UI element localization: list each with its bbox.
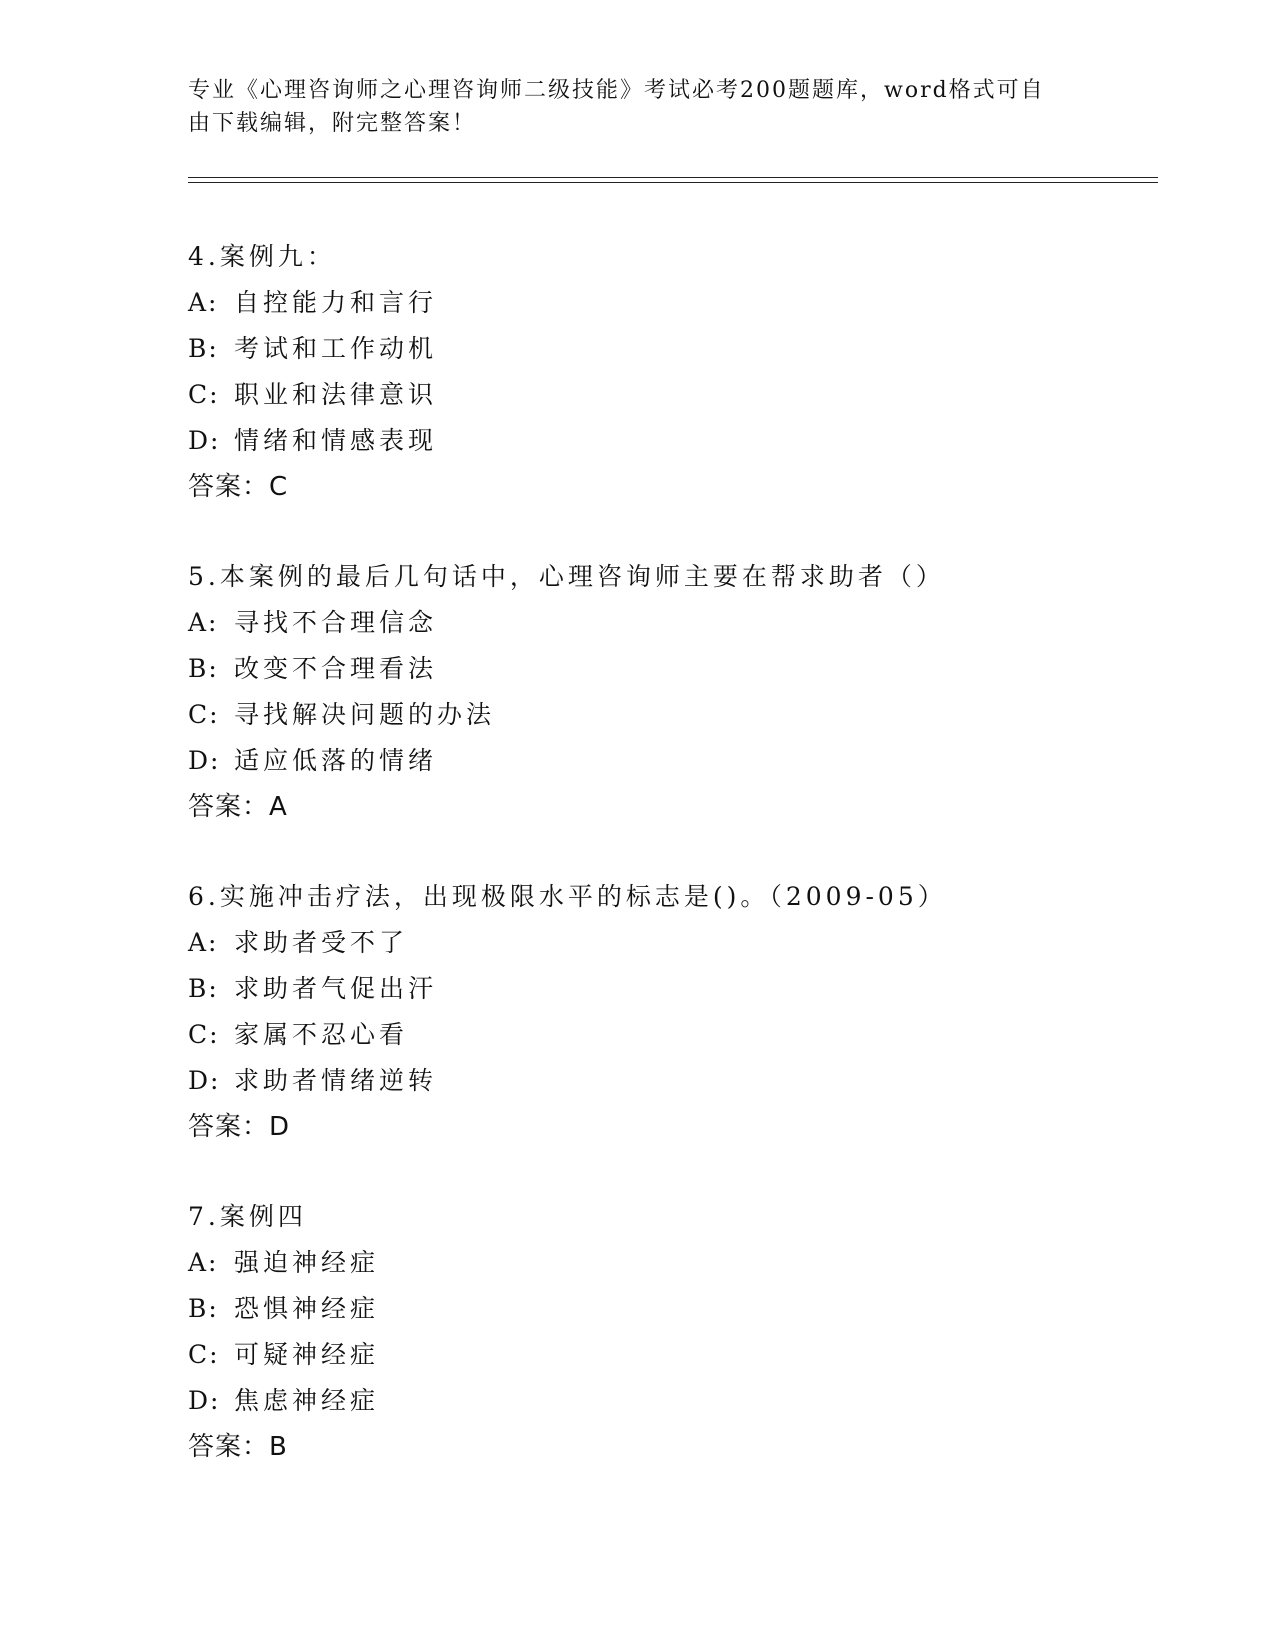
- option-text: 职业和法律意识: [234, 380, 438, 409]
- option-b: [188, 966, 1138, 1012]
- option-a: [188, 920, 1138, 966]
- option-text: 情绪和情感表现: [234, 426, 438, 455]
- answer-line: 答案：C: [188, 472, 289, 502]
- option-text: 求助者情绪逆转: [234, 1066, 438, 1095]
- option-b: [188, 326, 1138, 372]
- option-text: 强迫神经症: [234, 1248, 380, 1277]
- header-intro: 专业《心理咨询师之心理咨询师二级技能》考试必考200题题库，word格式可自由下载编辑，附完整答案！: [188, 78, 1045, 136]
- option-b: [188, 646, 1138, 692]
- option-text: 焦虑神经症: [234, 1386, 380, 1415]
- option-letter: A:: [188, 928, 219, 957]
- option-text: 求助者受不了: [234, 928, 409, 957]
- option-letter: A:: [188, 608, 219, 637]
- option-d: [188, 1058, 1138, 1104]
- option-text: 改变不合理看法: [234, 654, 438, 683]
- option-b: [188, 1286, 1138, 1332]
- option-letter: D:: [188, 426, 221, 455]
- option-text: 适应低落的情绪: [234, 746, 438, 775]
- option-text: 自控能力和言行: [234, 288, 438, 317]
- option-text: 家属不忍心看: [234, 1020, 409, 1049]
- option-letter: B:: [188, 334, 219, 363]
- question-block: [188, 1194, 1138, 1470]
- question-block: [188, 554, 1138, 830]
- question-block: [188, 874, 1138, 1150]
- option-d: [188, 738, 1138, 784]
- option-letter: C:: [188, 380, 220, 409]
- option-letter: A:: [188, 1248, 219, 1277]
- question-stem: 5.本案例的最后几句话中，心理咨询师主要在帮求助者（）: [188, 562, 945, 591]
- option-text: 寻找解决问题的办法: [234, 700, 496, 729]
- option-c: [188, 1012, 1138, 1058]
- option-a: [188, 600, 1138, 646]
- header-divider-top: [188, 177, 1158, 178]
- question-stem: 6.实施冲击疗法，出现极限水平的标志是()。（2009-05）: [188, 882, 947, 911]
- option-text: 寻找不合理信念: [234, 608, 438, 637]
- option-c: [188, 692, 1138, 738]
- option-c: [188, 372, 1138, 418]
- option-letter: D:: [188, 746, 221, 775]
- option-text: 恐惧神经症: [234, 1294, 380, 1323]
- option-d: [188, 1378, 1138, 1424]
- option-text: 考试和工作动机: [234, 334, 438, 363]
- answer-line: 答案：B: [188, 1432, 288, 1462]
- option-letter: D:: [188, 1066, 221, 1095]
- option-letter: D:: [188, 1386, 221, 1415]
- option-letter: B:: [188, 654, 219, 683]
- header-divider-bottom: [188, 182, 1158, 183]
- option-a: [188, 1240, 1138, 1286]
- option-letter: A:: [188, 288, 219, 317]
- answer-line: 答案：D: [188, 1112, 291, 1142]
- option-letter: B:: [188, 974, 219, 1003]
- question-stem: 4.案例九：: [188, 242, 336, 271]
- option-letter: C:: [188, 700, 220, 729]
- option-c: [188, 1332, 1138, 1378]
- question-block: [188, 234, 1138, 510]
- option-d: [188, 418, 1138, 464]
- option-text: 可疑神经症: [234, 1340, 380, 1369]
- question-stem: 7.案例四: [188, 1202, 307, 1231]
- option-letter: B:: [188, 1294, 219, 1323]
- option-letter: C:: [188, 1340, 220, 1369]
- answer-line: 答案：A: [188, 792, 288, 822]
- option-letter: C:: [188, 1020, 220, 1049]
- option-text: 求助者气促出汗: [234, 974, 438, 1003]
- option-a: [188, 280, 1138, 326]
